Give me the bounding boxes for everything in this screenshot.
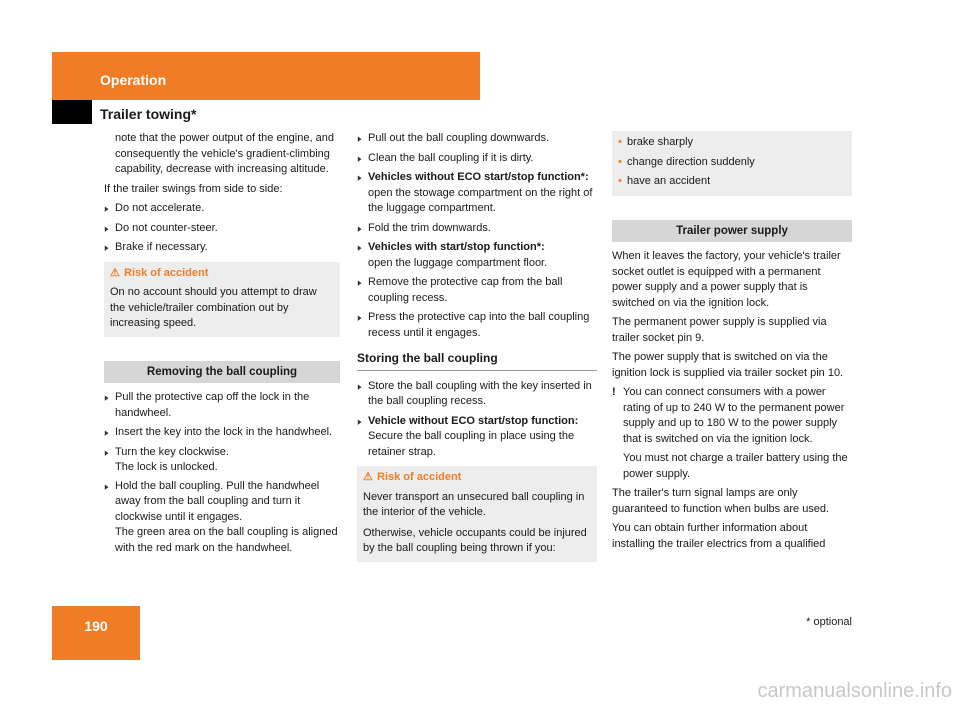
step-item [357,240,597,271]
warning-continuation-box [612,131,852,196]
paragraph: note that the power output of the engine, and consequently the vehicle's gradient-climbing capability, decrease with increasing altitude. [115,132,334,175]
step-result: The lock is unlocked. [115,461,218,473]
column-2 [357,131,597,572]
note-text: You must not charge a trailer battery using the power supply. [623,452,848,480]
step-text: Secure the ball coupling in place using the retainer strap. [368,430,575,458]
section-heading: Removing the ball coupling [104,361,340,384]
header-marker [52,100,92,124]
paragraph: If the trailer swings from side to side: [104,182,283,195]
step-text: open the stowage compartment on the right of the luggage compartment. [368,186,593,214]
step-item: ▶ Brake if necessary. [104,240,340,256]
step-condition: Vehicles with start/stop function*: [368,241,545,253]
step-item [357,414,597,461]
warning-triangle-icon: ⚠ [110,266,120,279]
step-item: ▶ Turn the key clockwise. [104,445,340,461]
section-title: Operation [100,72,167,88]
warning-title [363,470,591,486]
bullet-item: • brake sharply [618,135,846,151]
step-item: ▶ Pull out the ball coupling downwards. [357,131,597,147]
step-item: ▶ Fold the trim downwards. [357,221,597,237]
step-item: ▶ Insert the key into the lock in the handwheel. [104,425,340,441]
warning-text: Otherwise, vehicle occupants could be injured by the ball coupling being thrown if you: [363,526,587,554]
paragraph: The permanent power supply is supplied via trailer socket pin 9. [612,316,827,344]
page-title: Trailer towing* [100,106,197,122]
step-item: ▶ Remove the protective cap from the ball coupling recess. [357,275,597,306]
step-item: ▶ Do not counter-steer. [104,221,340,237]
bullet-item: • have an accident [618,174,846,190]
warning-triangle-icon: ⚠ [363,471,373,483]
step-item: ▶ Do not accelerate. [104,201,340,217]
step-item: ▶ Store the ball coupling with the key inserted in the ball coupling recess. [357,379,597,410]
warning-text: On no account should you attempt to draw the vehicle/trailer combination out by increasing speed. [110,286,317,329]
bullet-item: • change direction suddenly [618,155,846,171]
step-condition: Vehicles without ECO start/stop function*: [368,171,589,183]
step-condition: Vehicle without ECO start/stop function: [368,414,579,427]
warning-text: Never transport an unsecured ball coupling in the interior of the vehicle. [363,490,585,518]
column-1 [104,131,340,560]
paragraph: The power supply that is switched on via the ignition lock is supplied via trailer socket pin 10. [612,351,844,379]
paragraph: You can obtain further information about installing the trailer electrics from a qualified [612,522,826,550]
warning-title-text: Risk of accident [124,266,209,279]
step-item: ▶ Press the protective cap into the ball coupling recess until it engages. [357,310,597,341]
warning-title-text: Risk of accident [377,471,462,483]
column-3 [612,131,852,556]
warning-box [357,466,597,562]
section-heading: Trailer power supply [612,220,852,243]
warning-box [104,262,340,337]
watermark: carmanualsonline.info [757,680,952,702]
step-item: ▶ Hold the ball coupling. Pull the handwheel away from the ball coupling and turn it clockwise until it engages. [104,479,340,526]
paragraph: When it leaves the factory, your vehicle's trailer socket outlet is equipped with a permanent power supply and a power supply that is switched on via the ignition lock. [612,250,841,309]
step-item: ▶ Clean the ball coupling if it is dirty. [357,151,597,167]
note-text: You can connect consumers with a power rating of up to 240 W to the permanent power supply and up to 180 W to the power supply that is switched on via the ignition lock. [623,386,845,445]
step-result: The green area on the ball coupling is aligned with the red mark on the handwheel. [115,526,338,554]
page-number: 190 [84,618,108,634]
footnote: * optional [806,616,852,628]
step-item [357,170,597,217]
paragraph: The trailer's turn signal lamps are only guaranteed to function when bulbs are used. [612,487,830,515]
step-item: ▶ Pull the protective cap off the lock in the handwheel. [104,390,340,421]
exclamation-icon: ! [612,386,616,398]
sub-heading: Storing the ball coupling [357,349,597,371]
note-block [612,385,852,482]
warning-title [110,266,334,282]
step-text: open the luggage compartment floor. [368,256,548,269]
